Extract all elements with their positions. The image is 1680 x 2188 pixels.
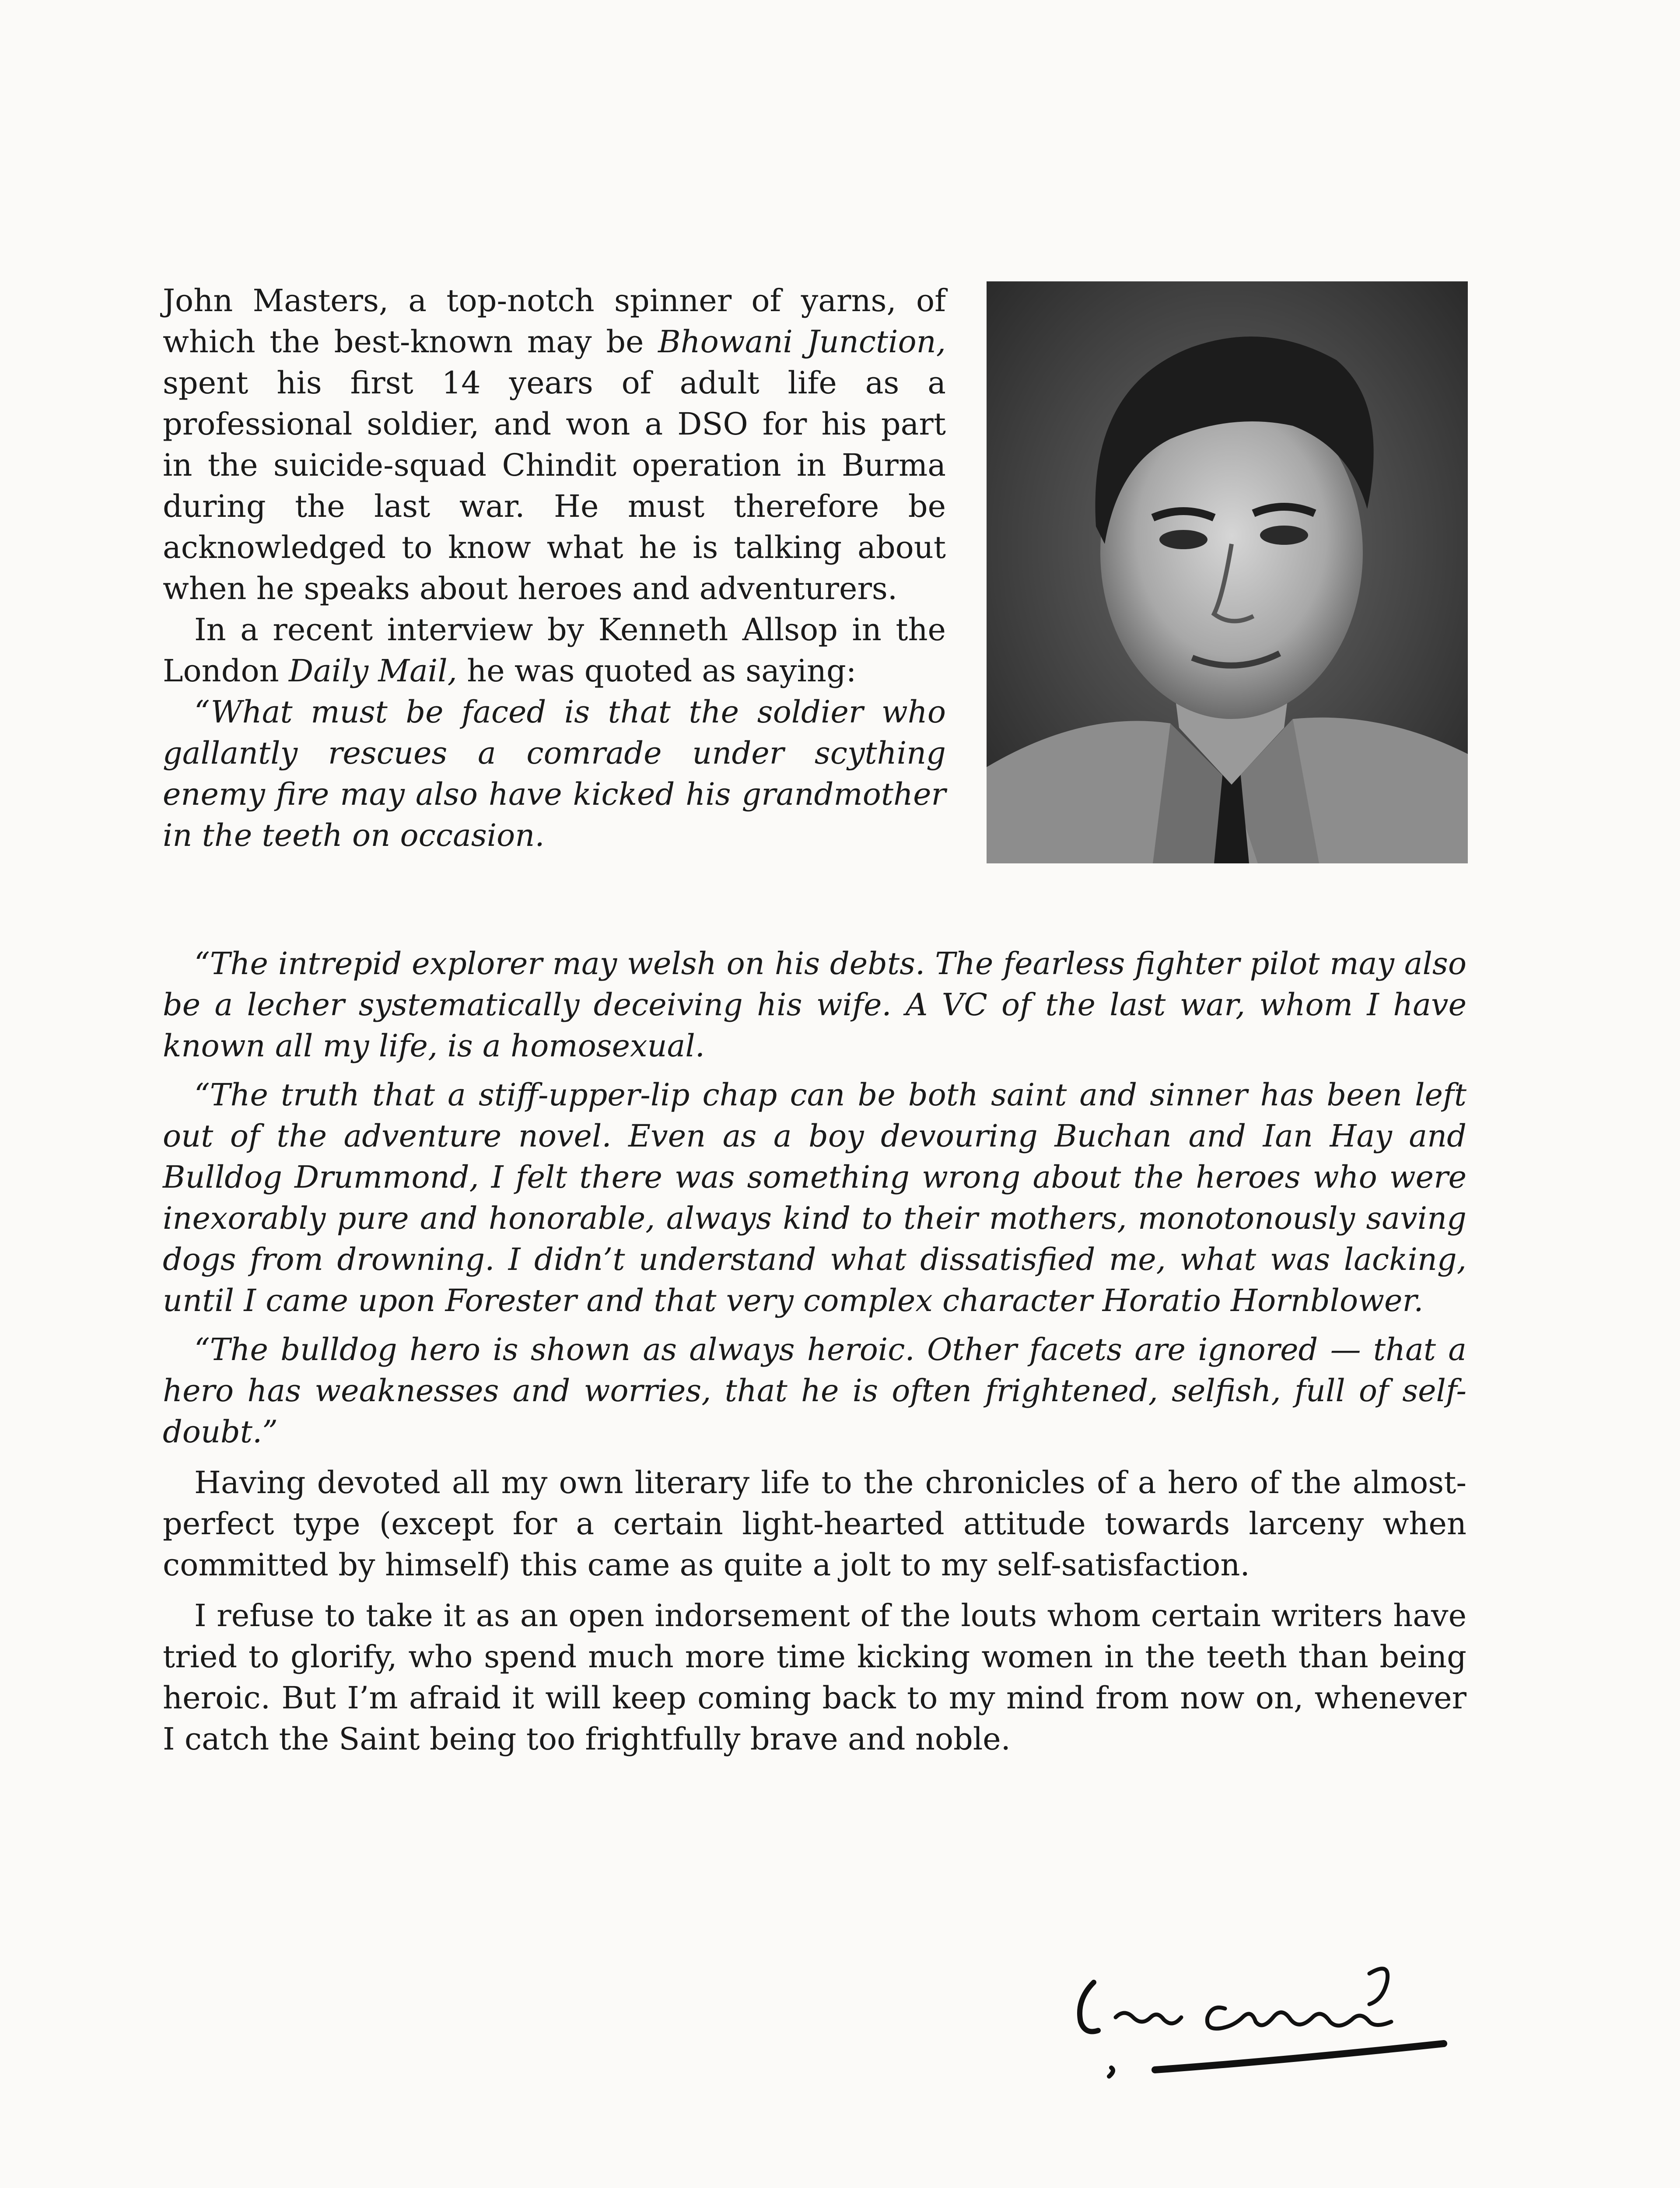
author-photo (987, 281, 1468, 863)
body-paragraph-1: Having devoted all my own literary life to the chronicles of a hero of the almost-perfect type (except for a certain light-hearted attitude towards larceny when committed by himself) this came as quite a jolt to my self-satisfaction. (163, 1465, 1466, 1583)
intro-text: In a recent interview by Kenneth Allsop in the London (163, 612, 946, 689)
intro-text: John Masters, a top-notch spinner of yarns, of which the best-known may be (163, 283, 946, 360)
newspaper-title: Daily Mail, (289, 653, 457, 689)
book-title: Bhowani Junction, (658, 324, 946, 360)
quote-paragraph-2: “The intrepid explorer may welsh on his debts. The fearless fighter pilot may also be a lecher systematically deceiving his wife. A VC of the last war, whom I have known all my life, is a homosexual. (163, 946, 1466, 1064)
author-signature (1068, 1956, 1461, 2096)
intro-text: he was quoted as saying: (457, 653, 857, 689)
intro-paragraph-1 (163, 280, 946, 609)
body-paragraph-2: I refuse to take it as an open indorsement of the louts whom certain writers have tried to glorify, who spend much more time kicking women in the teeth than being heroic. But I’m afraid it will keep coming back to my mind from now on, whenever I catch the Saint being too frightfully brave and noble. (163, 1598, 1466, 1757)
intro-paragraph-2 (163, 609, 946, 691)
intro-text: spent his first 14 years of adult life as a professional soldier, and won a DSO for his part in the suicide-squad Chindit operation in Burma during the last war. He must therefore be acknowledged to know what he is talking about when he speaks about heroes and adventurers. (163, 365, 946, 607)
quote-paragraph-4: “The bulldog hero is shown as always heroic. Other facets are ignored — that a hero has weaknesses and worries, that he is often frightened, selfish, full of self-doubt.” (163, 1332, 1466, 1450)
quote-paragraph-1: “What must be faced is that the soldier who gallantly rescues a comrade under scything enemy fire may also have kicked his grandmother in the teeth on occasion. (163, 694, 946, 853)
intro-column (163, 280, 946, 856)
body-text (163, 943, 1466, 1767)
quote-paragraph-3: “The truth that a stiff-upper-lip chap can be both saint and sinner has been left out of the adventure novel. Even as a boy devouring Buchan and Ian Hay and Bulldog Drummond, I felt there was something wrong about the heroes who were inexorably pure and honorable, always kind to their mothers, monotonously saving dogs from drowning. I didn’t understand what dissatisfied me, what was lacking, until I came upon Forester and that very complex character Horatio Hornblower. (163, 1077, 1466, 1318)
